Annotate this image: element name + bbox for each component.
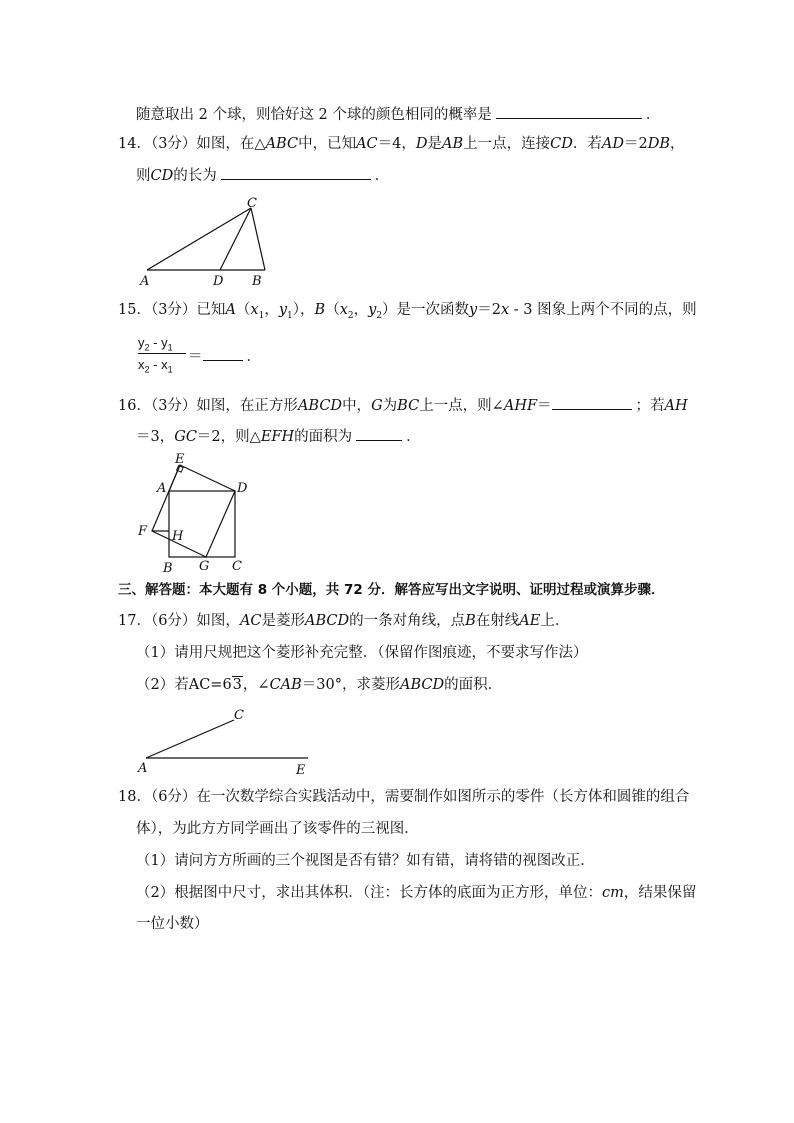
q14-label-c: C [247, 196, 257, 211]
q17-label-a: A [138, 761, 148, 776]
q16-line-2: ＝3，GC＝2，则△EFH的面积为 ． [136, 425, 734, 447]
q18-line-1: 18．（6分）在一次数学综合实践活动中，需要制作如图所示的零件（长方体和圆锥的组合 [118, 789, 690, 805]
q14-answer-blank[interactable] [221, 164, 371, 180]
q15-denominator: $x_2 - x_1$ [138, 357, 173, 375]
q14-label-b: B [252, 274, 262, 289]
q16-angle-blank[interactable] [552, 394, 632, 410]
q18-part-2: （2）根据图中尺寸，求出其体积．（注：长方体的底面为正方形，单位：cm，结果保留 [136, 885, 697, 901]
q15-answer-blank[interactable] [203, 345, 243, 361]
section-3-heading: 三、解答题：本大题有 8 个小题，共 72 分．解答应写出文字说明、证明过程或演算步骤． [118, 582, 665, 598]
q16-label-h: H [172, 529, 184, 544]
q14-triangle-figure [140, 196, 280, 291]
q17-label-e: E [296, 763, 306, 778]
q16-label-b: B [163, 561, 173, 576]
q17-part-1: （1）请用尺规把这个菱形补充完整．（保留作图痕迹，不要求写作法） [136, 645, 588, 661]
q17-sqrt: 3 [232, 677, 242, 693]
q17-line-1: 17．（6分）如图，AC是菱形ABCD的一条对角线，点B在射线AE上． [118, 613, 570, 629]
q13-line: 随意取出 2 个球，则恰好这 2 个球的颜色相同的概率是 ． [136, 103, 734, 125]
q14-label-d: D [213, 274, 224, 289]
q15-line-1: 15．（3分）已知$A(x_1$，$y_1$），$B(x_2$，$y_2$）是一次函数y＝2x - 3 图象上两个不同的点，则 [118, 302, 697, 321]
q14-label-a: A [140, 274, 150, 289]
q18-part-1: （1）请问方方所画的三个视图是否有错？如有错，请将错的视图改正． [136, 853, 595, 869]
q16-label-d: D [237, 481, 248, 496]
q14-line-1: 14．（3分）如图，在△ABC中，已知AC＝4，D是AB上一点，连接CD．若AD＝2DB， [118, 136, 685, 152]
q18-line-2: 体），为此方方同学画出了该零件的三视图． [136, 821, 419, 837]
q16-label-c: C [232, 559, 242, 574]
q17-part-2: （2）若AC=63，∠CAB＝30°，求菱形ABCD的面积． [136, 677, 503, 693]
q16-label-e: E [175, 452, 185, 467]
q14-line-2: 则CD的长为 ． [136, 164, 734, 186]
q16-line-1: 16．（3分）如图，在正方形ABCD中，G为BC上一点，则∠AHF＝ ；若AH [118, 394, 734, 416]
q15-numerator: $y_2 - y_1$ [138, 335, 173, 353]
q16-label-g: G [199, 559, 210, 574]
q17-label-c: C [234, 708, 244, 723]
q15-line-2: ＝ ． [188, 345, 734, 367]
q16-square-figure [134, 450, 259, 575]
q16-label-a: A [157, 481, 167, 496]
q13-text: 随意取出 2 个球，则恰好这 2 个球的颜色相同的概率是 [136, 107, 492, 123]
q17-ray-figure [138, 704, 318, 776]
q13-answer-blank[interactable] [496, 103, 642, 119]
q16-area-blank[interactable] [356, 425, 402, 441]
q15-fraction-bar [138, 353, 186, 354]
q16-label-f: F [138, 524, 148, 539]
q18-part-2-cont: 一位小数） [136, 916, 209, 932]
